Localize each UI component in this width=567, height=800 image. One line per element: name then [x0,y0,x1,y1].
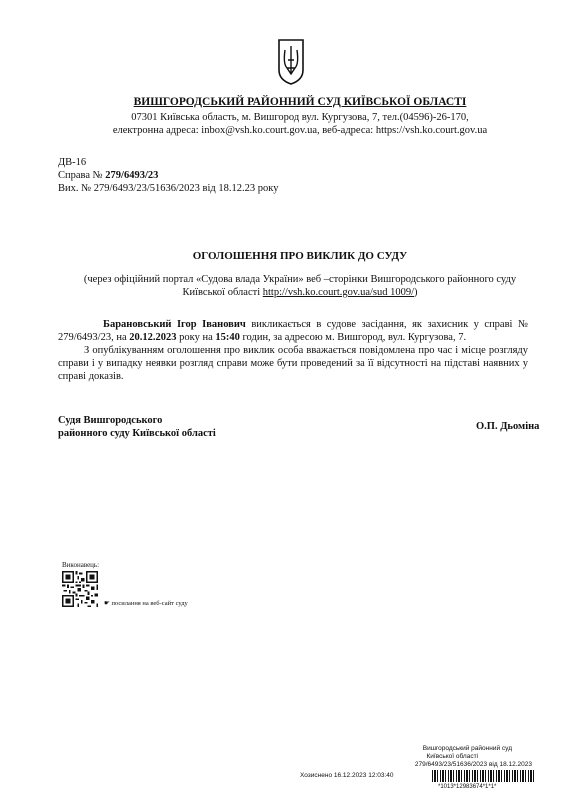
barcode-text: *1013*12983674*1*1* [438,784,497,790]
paragraph-1-text-c: годин, за адресою м. Вишгород, вул. Кургузова, 7. [239,332,467,343]
court-name: ВИШГОРОДСЬКИЙ РАЙОННИЙ СУД КИЇВСЬКОЇ ОБЛАСТІ [133,96,467,108]
coat-of-arms-icon [277,38,305,86]
stamp-ref-line: 279/6493/23/51636/2023 від 18.12.2023 [414,761,532,768]
stamp-barcode-row [300,770,540,792]
document-subheading [80,273,520,299]
barcode [432,770,536,782]
stamp-court-line-1: Вишгородський районний суд [422,745,512,752]
judge-title-line-2: районного суду Київської області [58,428,216,439]
paragraph-1-text-b: року на [176,332,216,343]
outgoing-number: Вих. № 279/6493/23/51636/2023 від 18.12.23 року [58,183,279,194]
registration-stamp [300,745,540,792]
subheading-text: (через офіційний портал «Судова влада України» веб –сторінки Вишгородського районного суду Київської області [83,274,517,298]
qr-code-icon[interactable] [62,571,98,607]
document-heading: ОГОЛОШЕННЯ ПРО ВИКЛИК ДО СУДУ [192,250,408,262]
court-portal-link[interactable]: http://vsh.ko.court.gov.ua/sud 1009/ [262,287,415,298]
case-number: 279/6493/23 [105,170,159,181]
stamp-court-line-2: Київської області [426,753,478,760]
paragraph-1-text-a: викликається в судове засідання, як захисник у справі № 279/6493/23, на [58,319,528,343]
summoned-person: Барановський Ігор Іванович [103,319,246,330]
summons-paragraph-1 [58,318,528,344]
qr-caption [104,599,188,607]
judge-name: О.П. Дьоміна [476,421,540,432]
summons-paragraph-2: З опублікуванням оголошення про виклик особа вважається повідомлена про час і місце розгляду справи і у випадку неявки розгляд справи може бути проведений за її відсутності на підставі наявних у справі доказів. [58,345,528,382]
court-address: 07301 Київська область, м. Вишгород вул. Кургузова, 7, тел.(04596)-26-170, [131,112,469,123]
hearing-date: 20.12.2023 [129,332,177,343]
executor-label: Виконавець: [62,561,100,569]
subheading-close: ) [414,287,418,298]
hearing-time: 15:40 [215,332,240,343]
judge-title [58,414,216,440]
case-prefix: Справа № [58,170,106,181]
stamp-outgoing-line: Хозиснено 16.12.2023 12:03:40 [300,772,394,779]
form-code: ДВ-16 [58,157,87,168]
qr-caption-text: посилання на веб-сайт суду [111,600,188,607]
judge-title-line-1: Судя Вишгородського [58,415,163,426]
case-number-line [58,169,158,182]
court-contacts: електронна адреса: inbox@vsh.ko.court.gov.ua, веб-адреса: https://vsh.ko.court.gov.ua [112,125,488,136]
hand-pointer-icon: ☛ [104,600,110,607]
summons-body [58,318,528,383]
